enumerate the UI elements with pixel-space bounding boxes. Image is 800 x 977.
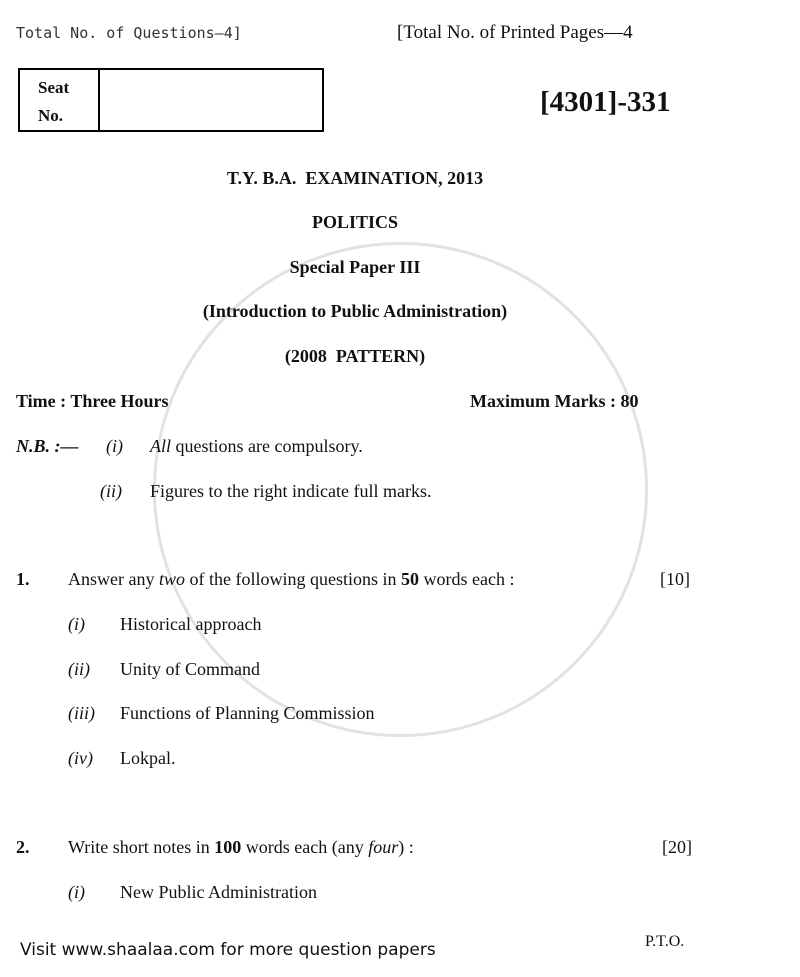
question-text xyxy=(68,837,414,858)
nb-item-num: (i) xyxy=(106,436,123,456)
footer-promo-link[interactable]: Visit www.shaalaa.com for more question papers xyxy=(20,940,436,960)
nb-item-text: questions are compulsory. xyxy=(171,436,363,456)
sub-question: Functions of Planning Commission xyxy=(120,703,375,723)
sub-question: Historical approach xyxy=(120,614,262,634)
q-emphasis: four xyxy=(368,837,399,857)
total-pages: [Total No. of Printed Pages—4 xyxy=(397,22,633,43)
question-marks: [10] xyxy=(660,569,690,589)
sub-question: Unity of Command xyxy=(120,659,260,679)
nb-item xyxy=(150,436,363,457)
question-number: 2. xyxy=(16,837,30,857)
q-text: ) : xyxy=(398,837,414,857)
nb-item-text: Figures to the right indicate full marks. xyxy=(150,481,432,501)
sub-question: New Public Administration xyxy=(120,882,317,902)
pattern: (2008 PATTERN) xyxy=(284,346,426,366)
q-text: Write short notes in xyxy=(68,837,215,857)
question-text xyxy=(68,569,514,590)
seat-number-box xyxy=(18,68,324,132)
subject: POLITICS xyxy=(311,212,399,232)
nb-item-num: (ii) xyxy=(100,481,122,501)
nb-item-lead: All xyxy=(150,436,171,456)
seat-label-line2: No. xyxy=(38,106,64,125)
sub-num: (i) xyxy=(68,882,85,902)
sub-num: (ii) xyxy=(68,659,90,679)
pto: P.T.O. xyxy=(645,933,685,950)
seat-label-line1: Seat xyxy=(38,78,70,97)
q-text: words each (any xyxy=(241,837,369,857)
sub-num: (i) xyxy=(68,614,85,634)
q-text: Answer any xyxy=(68,569,159,589)
nb-label: N.B. :— xyxy=(16,436,79,456)
q-text: of the following questions in xyxy=(185,569,401,589)
question-number: 1. xyxy=(16,569,30,589)
max-marks: Maximum Marks : 80 xyxy=(470,391,639,411)
q-text: words each : xyxy=(418,569,515,589)
q-emphasis: two xyxy=(158,569,185,589)
sub-question: Lokpal. xyxy=(120,748,176,768)
total-questions: Total No. of Questions—4] xyxy=(16,24,242,42)
question-marks: [20] xyxy=(662,837,692,857)
q-word-count: 50 xyxy=(400,569,419,589)
sub-num: (iv) xyxy=(68,748,93,768)
paper-name: Special Paper III xyxy=(289,257,421,277)
time: Time : Three Hours xyxy=(16,391,169,411)
paper-code: [4301]-331 xyxy=(540,86,671,118)
seat-label xyxy=(20,70,100,130)
q-word-count: 100 xyxy=(214,837,242,857)
course-name: (Introduction to Public Administration) xyxy=(202,301,508,321)
sub-num: (iii) xyxy=(68,703,95,723)
exam-title: T.Y. B.A. EXAMINATION, 2013 xyxy=(226,168,484,188)
